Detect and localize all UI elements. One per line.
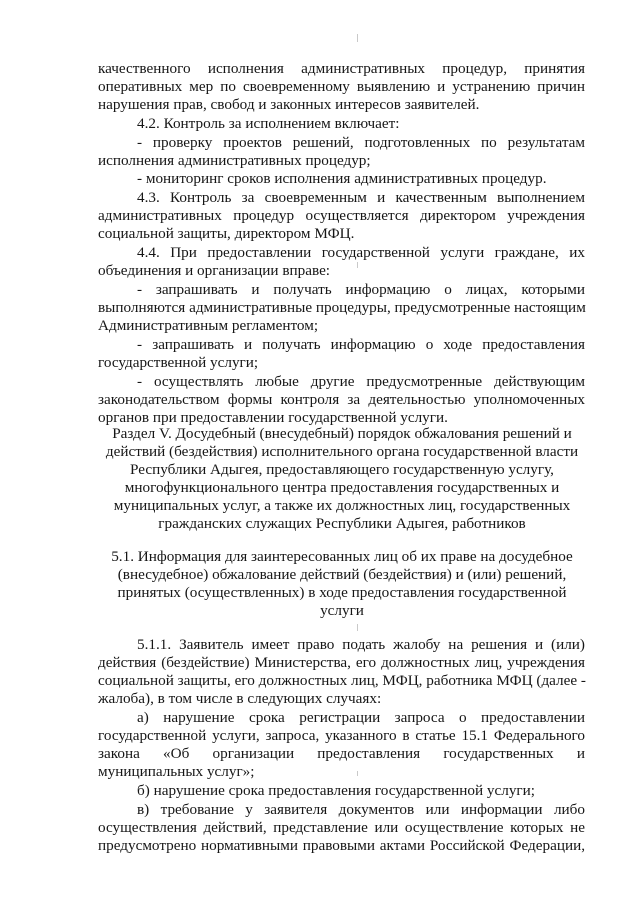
body-text-line: административных процедур осуществляется директором учреждения: [98, 207, 585, 224]
body-text-line: объединения и организации вправе:: [98, 262, 331, 279]
subsection-heading-line: 5.1. Информация для заинтересованных лиц об их праве на досудебное: [111, 548, 573, 565]
body-text-line: б) нарушение срока предоставления государственной услуги;: [137, 782, 535, 799]
body-text-line: - проверку проектов решений, подготовленных по результатам: [137, 134, 585, 151]
body-text-line: - запрашивать и получать информацию о ходе предоставления: [137, 336, 585, 353]
body-text-line: - мониторинг сроков исполнения административных процедур.: [137, 170, 547, 187]
body-text-line: жалоба), в том числе в следующих случаях:: [98, 690, 382, 707]
body-text-line: осуществления действий, представление или осуществление которых не: [98, 819, 585, 836]
body-text-line: 4.3. Контроль за своевременным и качественным выполнением: [137, 189, 585, 206]
body-text-line: законодательством формы контроля за деятельностью уполномоченных: [98, 391, 585, 408]
subsection-heading-line: услуги: [320, 602, 364, 619]
body-text-line: государственной услуги, запроса, указанного в статье 15.1 Федерального: [98, 727, 585, 744]
subsection-heading-line: принятых (осуществленных) в ходе предоставления государственной: [117, 584, 567, 601]
body-text-line: социальной защиты, его должностных лиц, МФЦ, работника МФЦ (далее -: [98, 672, 586, 689]
section-heading-line: многофункционального центра предоставления государственных и: [124, 479, 560, 496]
section-heading-line: Раздел V. Досудебный (внесудебный) порядок обжалования решений и: [112, 425, 572, 442]
subsection-heading-line: (внесудебное) обжалование действий (бездействия) и (или) решений,: [117, 566, 567, 583]
body-text-line: социальной защиты, директором МФЦ.: [98, 225, 355, 242]
body-text-line: Административным регламентом;: [98, 317, 319, 334]
body-text-line: в) требование у заявителя документов или информации либо: [137, 801, 585, 818]
body-text-line: нарушения прав, свобод и законных интересов заявителей.: [98, 96, 480, 113]
body-text-line: закона «Об организации предоставления государственных и: [98, 745, 585, 762]
section-heading-line: муниципальных услуг, а также их должностных лиц, государственных: [113, 497, 571, 514]
body-text-line: предусмотрено нормативными правовыми актами Российской Федерации,: [98, 837, 585, 854]
body-text-line: государственной услуги;: [98, 354, 259, 371]
body-text-line: оперативных мер по своевременному выявлению и устранению причин: [98, 78, 585, 95]
scan-mark: [357, 34, 358, 42]
section-heading-line: действий (бездействия) исполнительного органа государственной власти: [105, 443, 579, 460]
body-text-line: органов при предоставлении государственной услуги.: [98, 409, 448, 426]
body-text-line: а) нарушение срока регистрации запроса о предоставлении: [137, 709, 585, 726]
body-text-line: 5.1.1. Заявитель имеет право подать жалобу на решения и (или): [137, 636, 585, 653]
body-text-line: 4.2. Контроль за исполнением включает:: [137, 115, 400, 132]
body-text-line: - осуществлять любые другие предусмотренные действующим: [137, 373, 585, 390]
body-text-line: действия (бездействие) Министерства, его должностных лиц, учреждения: [98, 654, 585, 671]
body-text-line: выполняются административные процедуры, предусмотренные настоящим: [98, 299, 586, 316]
body-text-line: муниципальных услуг»;: [98, 763, 255, 780]
body-text-line: качественного исполнения административных процедур, принятия: [98, 60, 585, 77]
section-heading-line: гражданских служащих Республики Адыгея, работников: [158, 515, 526, 532]
scan-mark: [357, 624, 358, 631]
body-text-line: - запрашивать и получать информацию о лицах, которыми: [137, 281, 585, 298]
body-text-line: исполнения административных процедур;: [98, 152, 371, 169]
section-heading-line: Республики Адыгея, предоставляющего государственную услугу,: [130, 461, 554, 478]
body-text-line: 4.4. При предоставлении государственной услуги граждане, их: [137, 244, 585, 261]
